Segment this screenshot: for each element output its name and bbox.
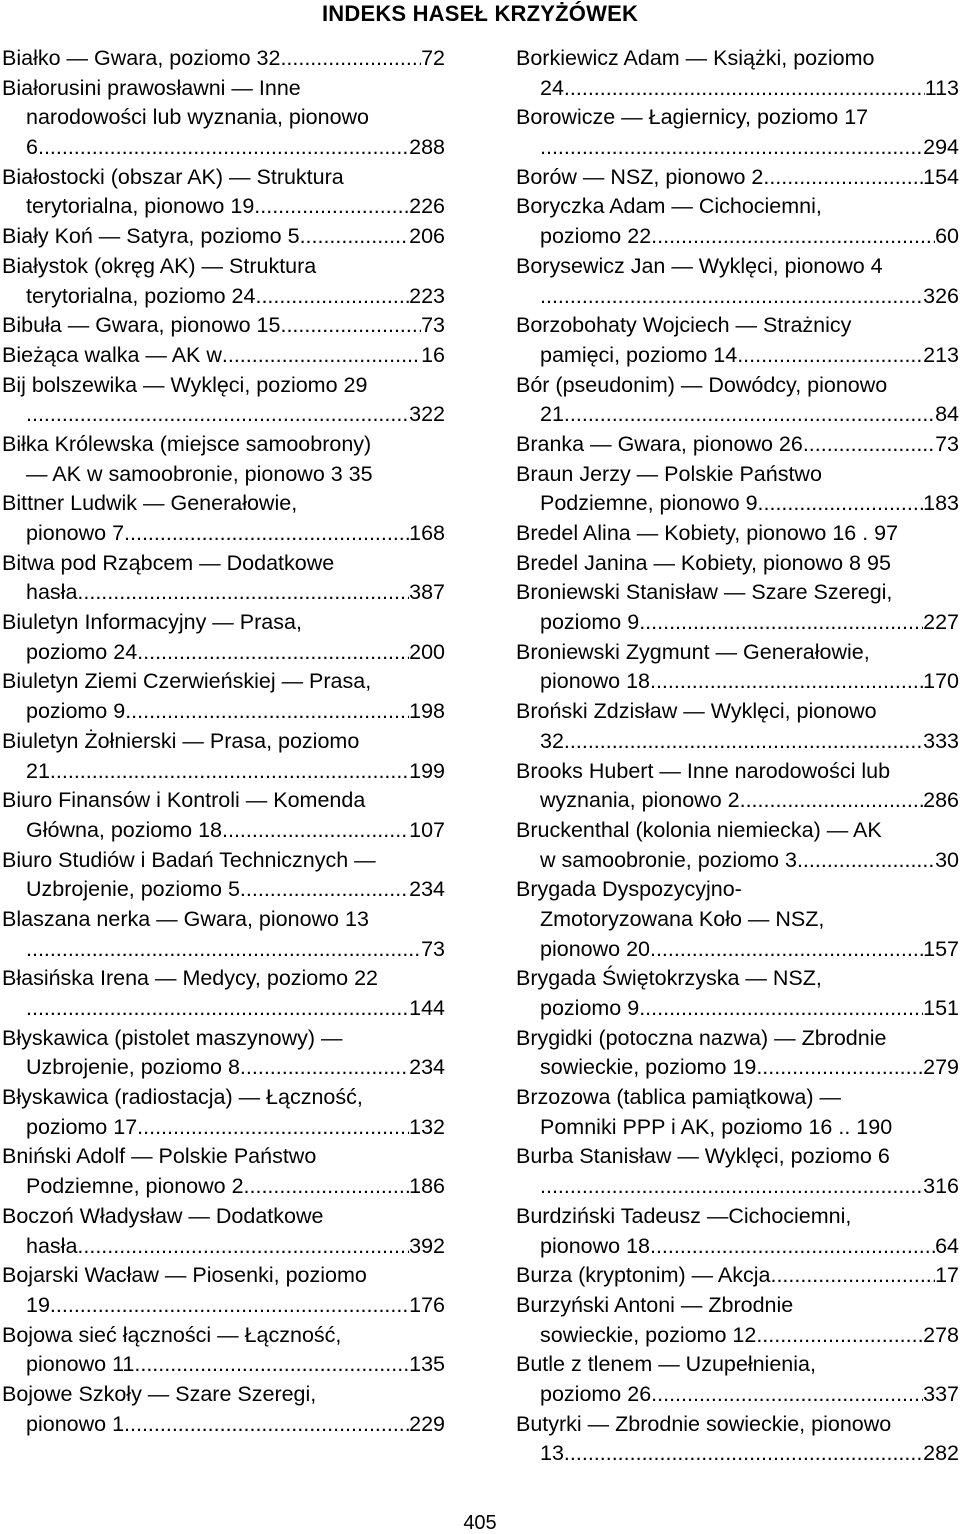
index-entry-text: Brygada Świętokrzyska ― NSZ, xyxy=(516,966,822,991)
index-entry-line xyxy=(2,1380,445,1410)
dot-leader xyxy=(38,133,409,163)
dot-leader xyxy=(280,311,421,341)
dot-leader xyxy=(255,282,409,312)
index-entry-line xyxy=(516,697,959,727)
dot-leader xyxy=(651,1380,923,1410)
index-entry-text: Bibuła ― Gwara, pionowo 15 xyxy=(2,313,281,338)
dot-leader xyxy=(50,757,409,787)
dot-leader xyxy=(26,400,409,430)
index-entry-text: Uzbrojenie, poziomo 8 xyxy=(26,1055,240,1080)
dot-leader xyxy=(50,1291,409,1321)
index-entry-line xyxy=(2,1172,445,1202)
index-entry-page: 176 xyxy=(409,1292,445,1317)
dot-leader xyxy=(650,667,923,697)
dot-leader xyxy=(240,1053,409,1083)
index-entry-line xyxy=(516,638,959,668)
index-entry-page: 168 xyxy=(409,521,445,545)
index-entry-page: 144 xyxy=(409,996,445,1020)
index-entry-text: 6 xyxy=(26,135,38,160)
index-entry-text: poziomo 9 xyxy=(540,610,640,635)
index-entry-line xyxy=(516,1113,959,1143)
index-entry-line xyxy=(2,994,445,1024)
index-entry-line xyxy=(2,875,445,905)
index-entry-text: Bredel Janina ― Kobiety, pionowo 8 95 xyxy=(516,550,891,575)
index-entry-text: Biały Koń ― Satyra, poziomo 5 xyxy=(2,224,300,249)
index-entry-text: Bniński Adolf ― Polskie Państwo xyxy=(2,1144,317,1169)
dot-leader xyxy=(280,44,421,74)
index-entry-line xyxy=(516,727,959,757)
index-entry-text: Bitwa pod Rząbcem ― Dodatkowe xyxy=(2,550,335,575)
index-entry-page: 227 xyxy=(923,610,959,635)
index-entry-line xyxy=(2,1202,445,1232)
index-entry-line xyxy=(2,786,445,816)
index-entry-text: Borysewicz Jan ― Wyklęci, pionowo 4 xyxy=(516,253,883,278)
index-entry-line xyxy=(516,1024,959,1054)
dot-leader xyxy=(803,430,935,460)
dot-leader xyxy=(737,341,923,371)
index-entry-text: sowieckie, poziomo 12 xyxy=(540,1322,757,1347)
index-entry-text: poziomo 24 xyxy=(26,639,138,664)
index-entry-line xyxy=(516,994,959,1024)
index-entry-line xyxy=(2,1113,445,1143)
index-entry-text: pionowo 1 xyxy=(26,1411,125,1436)
index-entry-page: 17 xyxy=(935,1263,959,1288)
index-entry-page: 234 xyxy=(409,1055,445,1080)
index-entry-page: 316 xyxy=(923,1174,959,1199)
index-entry-line xyxy=(2,311,445,341)
index-entry-text: Podziemne, pionowo 9 xyxy=(540,491,758,516)
index-entry-page: 223 xyxy=(409,283,445,308)
index-entry-line xyxy=(516,341,959,371)
index-entry-line xyxy=(516,1261,959,1291)
index-entry-line xyxy=(2,74,445,104)
index-entry-text: pionowo 7 xyxy=(26,521,125,545)
index-entry-text: hasła xyxy=(26,580,78,605)
index-entry-text: Białystok (okręg AK) ― Struktura xyxy=(2,253,317,278)
index-entry-line xyxy=(2,1083,445,1113)
dot-leader xyxy=(540,1172,923,1202)
index-entry-line xyxy=(516,578,959,608)
index-entry-line xyxy=(2,489,445,519)
index-entry-text: 19 xyxy=(26,1292,50,1317)
index-entry-text: terytorialna, poziomo 24 xyxy=(26,283,256,308)
index-entry-text: Pomniki PPP i AK, poziomo 16 .. 190 xyxy=(540,1114,893,1139)
index-entry-line xyxy=(2,252,445,282)
index-entry-text: Burba Stanisław ― Wyklęci, poziomo 6 xyxy=(516,1144,890,1169)
index-entry-line xyxy=(516,667,959,697)
index-entry-line xyxy=(2,846,445,876)
index-entry-text: Butle z tlenem ― Uzupełnienia, xyxy=(516,1352,816,1377)
dot-leader xyxy=(137,1113,409,1143)
index-entry-text: 32 xyxy=(540,728,564,753)
index-entry-line xyxy=(2,519,445,549)
index-entry-text: Butyrki ― Zbrodnie sowieckie, pionowo xyxy=(516,1411,892,1436)
index-entry-line xyxy=(2,341,445,371)
index-entry-line xyxy=(516,1439,959,1469)
dot-leader xyxy=(254,192,409,222)
dot-leader xyxy=(244,1172,410,1202)
index-entry-text: poziomo 26 xyxy=(540,1381,652,1406)
index-entry-line xyxy=(516,816,959,846)
dot-leader xyxy=(134,1350,409,1380)
index-entry-text: Białostocki (obszar AK) ― Struktura xyxy=(2,164,344,189)
index-entry-line xyxy=(2,638,445,668)
index-entry-text: pamięci, poziomo 14 xyxy=(540,342,738,367)
index-entry-text: Biuletyn Żołnierski ― Prasa, poziomo xyxy=(2,728,360,753)
index-entry-text: Bredel Alina ― Kobiety, pionowo 16 . 97 xyxy=(516,521,899,545)
index-entry-text: Bojowe Szkoły ― Szare Szeregi, xyxy=(2,1381,317,1406)
index-entry-line xyxy=(516,489,959,519)
dot-leader xyxy=(797,846,935,876)
page-number: 405 xyxy=(463,1512,497,1534)
index-column-right xyxy=(516,44,959,1469)
index-entry-page: 186 xyxy=(409,1174,445,1199)
index-entry-line xyxy=(516,905,959,935)
index-entry-text: ― AK w samoobronie, pionowo 3 35 xyxy=(26,461,373,486)
index-entry-page: 132 xyxy=(409,1114,445,1139)
index-entry-line xyxy=(2,1261,445,1291)
index-entry-text: Biuletyn Informacyjny ― Prasa, xyxy=(2,610,302,635)
index-entry-page: 73 xyxy=(935,431,959,456)
index-entry-page: 229 xyxy=(409,1411,445,1436)
index-entry-page: 200 xyxy=(409,639,445,664)
dot-leader xyxy=(125,697,409,727)
index-entry-page: 326 xyxy=(923,283,959,308)
index-entry-page: 113 xyxy=(924,75,959,100)
dot-leader xyxy=(639,994,923,1024)
index-entry-page: 333 xyxy=(923,728,959,753)
index-entry-page: 282 xyxy=(923,1441,959,1466)
index-entry-line xyxy=(516,608,959,638)
index-entry-text: terytorialna, pionowo 19 xyxy=(26,194,255,219)
index-entry-line xyxy=(2,549,445,579)
index-entry-page: 387 xyxy=(409,580,445,605)
index-entry-page: 16 xyxy=(421,342,445,367)
index-entry-page: 213 xyxy=(923,342,959,367)
index-entry-line xyxy=(516,786,959,816)
index-entry-page: 294 xyxy=(923,135,959,160)
index-entry-line xyxy=(2,103,445,133)
index-entry-text: Bij bolszewika ― Wyklęci, poziomo 29 xyxy=(2,372,368,397)
index-entry-line xyxy=(516,757,959,787)
index-entry-line xyxy=(2,1410,445,1440)
dot-leader xyxy=(651,222,935,252)
index-entry-text: Brygidki (potoczna nazwa) ― Zbrodnie xyxy=(516,1025,887,1050)
index-entry-text: Boczoń Władysław ― Dodatkowe xyxy=(2,1203,324,1228)
dot-leader xyxy=(540,282,923,312)
index-entry-line xyxy=(2,371,445,401)
index-entry-line xyxy=(516,846,959,876)
index-entry-text: 21 xyxy=(540,402,564,427)
index-entry-line xyxy=(2,192,445,222)
index-entry-line xyxy=(2,935,445,965)
index-entry-line xyxy=(516,252,959,282)
index-entry-page: 279 xyxy=(923,1055,959,1080)
index-entry-line xyxy=(516,519,959,549)
index-entry-line xyxy=(516,133,959,163)
index-entry-text: Broński Zdzisław ― Wyklęci, pionowo xyxy=(516,699,877,724)
index-entry-text: pionowo 11 xyxy=(26,1352,135,1377)
dot-leader xyxy=(124,1410,409,1440)
index-entry-page: 170 xyxy=(923,669,959,694)
index-entry-text: Biłka Królewska (miejsce samoobrony) xyxy=(2,431,372,456)
index-entry-page: 286 xyxy=(923,788,959,813)
index-entry-page: 183 xyxy=(923,491,959,516)
index-entry-line xyxy=(516,400,959,430)
index-entry-line xyxy=(516,103,959,133)
index-entry-line xyxy=(516,935,959,965)
index-entry-text: Broniewski Zygmunt ― Generałowie, xyxy=(516,639,870,664)
index-entry-line xyxy=(516,1053,959,1083)
dot-leader xyxy=(137,638,409,668)
index-entry-line xyxy=(2,1024,445,1054)
index-entry-line xyxy=(2,400,445,430)
index-entry-line xyxy=(2,608,445,638)
index-entry-line xyxy=(516,460,959,490)
index-entry-text: pionowo 20 xyxy=(540,936,650,961)
index-entry-text: Bruckenthal (kolonia niemiecka) ― AK xyxy=(516,817,882,842)
index-entry-line xyxy=(516,192,959,222)
index-entry-line xyxy=(2,905,445,935)
index-entry-line xyxy=(516,1410,959,1440)
index-entry-text: Błyskawica (pistolet maszynowy) ― xyxy=(2,1025,343,1050)
index-entry-line xyxy=(516,44,959,74)
dot-leader xyxy=(639,608,923,638)
dot-leader xyxy=(77,578,409,608)
index-entry-page: 84 xyxy=(935,402,959,427)
index-entry-line xyxy=(516,875,959,905)
index-entry-line xyxy=(2,757,445,787)
index-entry-text: Burzyński Antoni ― Zbrodnie xyxy=(516,1292,794,1317)
index-entry-page: 278 xyxy=(923,1322,959,1347)
dot-leader xyxy=(222,341,421,371)
index-entry-line xyxy=(2,697,445,727)
index-entry-text: Borkiewicz Adam ― Książki, poziomo xyxy=(516,46,875,70)
dot-leader xyxy=(770,1261,935,1291)
index-entry-line xyxy=(2,1053,445,1083)
index-entry-text: hasła xyxy=(26,1233,78,1258)
dot-leader xyxy=(564,74,925,104)
index-entry-text: 13 xyxy=(540,1441,564,1466)
index-entry-text: Bojarski Wacław ― Piosenki, poziomo xyxy=(2,1263,367,1288)
index-entry-text: Brygada Dyspozycyjno- xyxy=(516,877,742,902)
index-entry-text: Burza (kryptonim) ― Akcja xyxy=(516,1263,771,1288)
index-entry-line xyxy=(2,578,445,608)
index-entry-text: Brooks Hubert ― Inne narodowości lub xyxy=(516,758,891,783)
index-entry-text: Błasińska Irena ― Medycy, poziomo 22 xyxy=(2,966,379,991)
index-entry-line xyxy=(2,727,445,757)
dot-leader xyxy=(650,935,923,965)
index-entry-line xyxy=(2,163,445,193)
index-entry-line xyxy=(516,163,959,193)
index-entry-text: Białko ― Gwara, poziomo 32 xyxy=(2,46,281,70)
index-entry-line xyxy=(2,1142,445,1172)
dot-leader xyxy=(756,1053,923,1083)
index-entry-line xyxy=(2,964,445,994)
dot-leader xyxy=(540,133,923,163)
index-entry-line xyxy=(2,430,445,460)
index-entry-page: 135 xyxy=(409,1352,445,1377)
dot-leader xyxy=(240,875,409,905)
dot-leader xyxy=(222,816,409,846)
index-entry-text: 24 xyxy=(540,75,564,100)
index-entry-line xyxy=(2,1291,445,1321)
index-entry-line xyxy=(2,282,445,312)
index-entry-text: 21 xyxy=(26,758,50,783)
index-entry-line xyxy=(2,1350,445,1380)
index-entry-text: Braun Jerzy ― Polskie Państwo xyxy=(516,461,822,486)
index-entry-page: 206 xyxy=(409,224,445,249)
index-entry-line xyxy=(516,1083,959,1113)
page-header: INDEKS HASEŁ KRZYŻÓWEK xyxy=(321,1,639,26)
index-entry-text: narodowości lub wyznania, pionowo xyxy=(26,105,370,130)
index-entry-line xyxy=(516,1291,959,1321)
index-entry-text: Bór (pseudonim) ― Dowódcy, pionowo xyxy=(516,372,888,397)
dot-leader xyxy=(300,222,410,252)
index-entry-line xyxy=(516,222,959,252)
index-entry-text: Branka ― Gwara, pionowo 26 xyxy=(516,431,803,456)
index-entry-line xyxy=(2,1321,445,1351)
index-entry-line xyxy=(516,74,959,104)
index-entry-text: Burdziński Tadeusz ―Cichociemni, xyxy=(516,1203,852,1228)
index-entry-text: Bieżąca walka ― AK w xyxy=(2,342,222,367)
index-entry-page: 73 xyxy=(421,936,445,961)
index-entry-text: pionowo 18 xyxy=(540,1233,650,1258)
index-entry-line xyxy=(2,1232,445,1262)
index-entry-page: 392 xyxy=(409,1233,445,1258)
index-entry-text: Borów ― NSZ, pionowo 2 xyxy=(516,164,764,189)
index-entry-line xyxy=(516,964,959,994)
index-entry-line xyxy=(516,1232,959,1262)
index-entry-text: Błyskawica (radiostacja) ― Łączność, xyxy=(2,1085,363,1110)
index-entry-text: Borzobohaty Wojciech ― Strażnicy xyxy=(516,313,852,338)
index-entry-line xyxy=(516,1142,959,1172)
index-entry-text: poziomo 22 xyxy=(540,224,652,249)
index-entry-page: 234 xyxy=(409,877,445,902)
index-entry-text: poziomo 9 xyxy=(26,699,126,724)
index-entry-text: w samoobronie, poziomo 3 xyxy=(540,847,797,872)
dot-leader xyxy=(564,400,935,430)
index-entry-line xyxy=(516,371,959,401)
index-entry-page: 72 xyxy=(421,46,445,70)
index-entry-line xyxy=(2,460,445,490)
index-entry-text: Podziemne, pionowo 2 xyxy=(26,1174,244,1199)
index-entry-text: Borowicze ― Łagiernicy, poziomo 17 xyxy=(516,105,869,130)
index-column-left xyxy=(2,44,445,1439)
index-entry-text: Broniewski Stanisław ― Szare Szeregi, xyxy=(516,580,893,605)
index-entry-page: 322 xyxy=(409,402,445,427)
index-entry-text: poziomo 9 xyxy=(540,996,640,1020)
index-entry-line xyxy=(2,667,445,697)
dot-leader xyxy=(763,163,923,193)
index-entry-page: 30 xyxy=(935,847,959,872)
index-entry-line xyxy=(2,816,445,846)
dot-leader xyxy=(758,489,924,519)
index-entry-text: Biuro Finansów i Kontroli ― Komenda xyxy=(2,788,366,813)
index-entry-text: Uzbrojenie, poziomo 5 xyxy=(26,877,240,902)
index-entry-text: Bojowa sieć łączności ― Łączność, xyxy=(2,1322,342,1347)
index-entry-text: Brzozowa (tablica pamiątkowa) ― xyxy=(516,1085,842,1110)
index-entry-page: 198 xyxy=(409,699,445,724)
index-entry-page: 154 xyxy=(923,164,959,189)
dot-leader xyxy=(564,727,923,757)
dot-leader xyxy=(26,994,409,1024)
index-entry-line xyxy=(516,1350,959,1380)
index-entry-text: Bittner Ludwik ― Generałowie, xyxy=(2,491,298,516)
dot-leader xyxy=(650,1232,935,1262)
index-entry-text: Białorusini prawosławni ― Inne xyxy=(2,75,301,100)
index-entry-page: 337 xyxy=(923,1381,959,1406)
index-entry-text: Główna, poziomo 18 xyxy=(26,817,222,842)
dot-leader xyxy=(124,519,409,549)
index-entry-line xyxy=(516,1172,959,1202)
dot-leader xyxy=(564,1439,923,1469)
index-entry-line xyxy=(2,222,445,252)
index-entry-line xyxy=(2,133,445,163)
index-entry-line xyxy=(516,1202,959,1232)
index-entry-line xyxy=(516,1380,959,1410)
index-entry-line xyxy=(516,430,959,460)
index-entry-text: Blaszana nerka ― Gwara, pionowo 13 xyxy=(2,906,369,931)
index-entry-page: 157 xyxy=(923,936,959,961)
index-entry-page: 226 xyxy=(409,194,445,219)
index-entry-page: 288 xyxy=(409,135,445,160)
index-entry-line xyxy=(516,282,959,312)
index-entry-page: 60 xyxy=(935,224,959,249)
index-entry-text: Biuletyn Ziemi Czerwieńskiej ― Prasa, xyxy=(2,669,372,694)
index-entry-page: 107 xyxy=(409,817,445,842)
index-entry-text: sowieckie, poziomo 19 xyxy=(540,1055,757,1080)
dot-leader xyxy=(77,1232,409,1262)
index-entry-text: wyznania, pionowo 2 xyxy=(540,788,740,813)
index-entry-text: poziomo 17 xyxy=(26,1114,138,1139)
index-entry-text: Biuro Studiów i Badań Technicznych ― xyxy=(2,847,376,872)
dot-leader xyxy=(756,1321,923,1351)
index-entry-line xyxy=(2,44,445,74)
index-entry-page: 151 xyxy=(923,996,959,1020)
index-entry-text: pionowo 18 xyxy=(540,669,650,694)
dot-leader xyxy=(740,786,924,816)
index-entry-line xyxy=(516,311,959,341)
index-entry-page: 73 xyxy=(421,313,445,338)
index-entry-text: Zmotoryzowana Koło ― NSZ, xyxy=(540,906,825,931)
index-entry-line xyxy=(516,549,959,579)
index-entry-page: 64 xyxy=(935,1233,959,1258)
dot-leader xyxy=(26,935,421,965)
index-entry-line xyxy=(516,1321,959,1351)
index-entry-text: Boryczka Adam ― Cichociemni, xyxy=(516,194,822,219)
index-entry-page: 199 xyxy=(409,758,445,783)
